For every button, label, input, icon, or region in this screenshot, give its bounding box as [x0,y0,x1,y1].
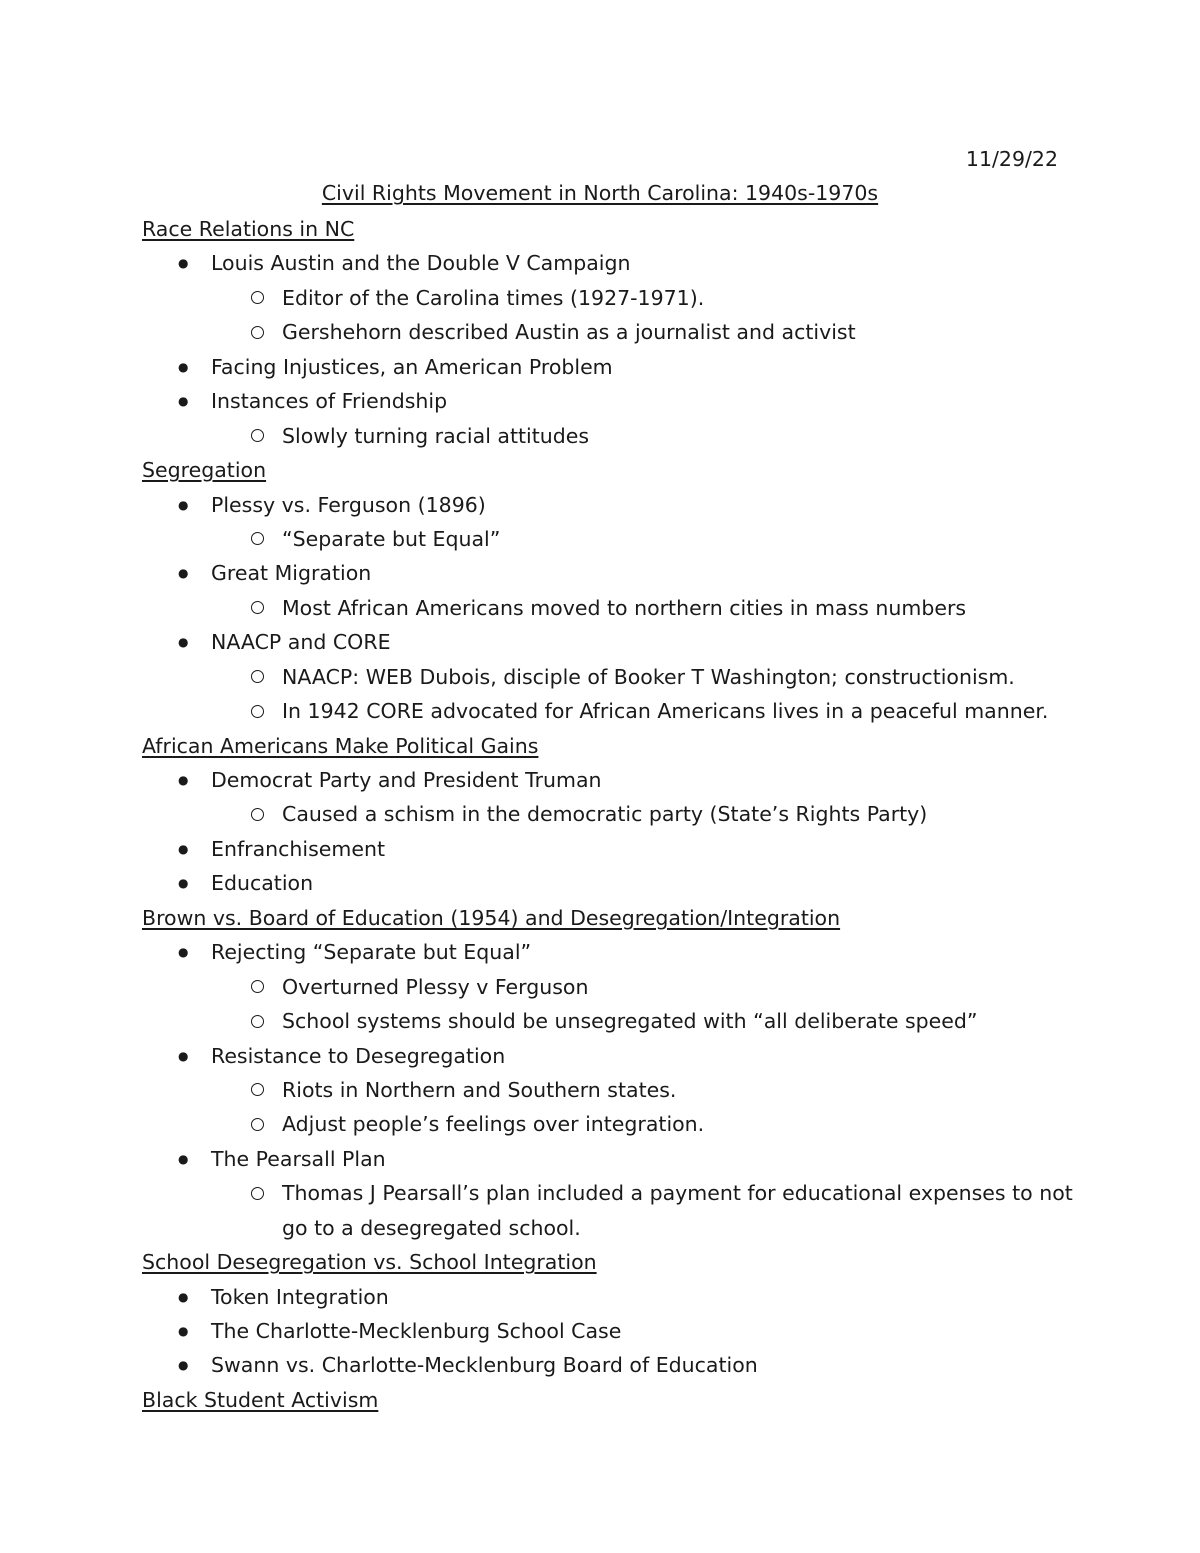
bullet-item [0,832,1200,866]
hollow-circle-icon [248,1107,266,1141]
bullet-dot-icon: ● [178,394,189,409]
bullet-dot-icon: ● [178,635,189,650]
hollow-circle-glyph [251,705,264,718]
bullet-dot-icon: ● [178,1289,189,1304]
hollow-circle-glyph [251,1187,264,1200]
hollow-circle-icon [248,970,266,1004]
bullet-item [0,866,1200,900]
hollow-circle-glyph [251,1015,264,1028]
bullet-item-text: Education [211,871,314,896]
sub-bullet-item [0,281,1200,315]
bullet-item [0,1348,1200,1382]
bullet-dot-icon: ● [178,1324,189,1338]
document-title: Civil Rights Movement in North Carolina: 1940s-1970s [321,181,879,205]
bullet-item-text: The Charlotte-Mecklenburg School Case [211,1319,622,1343]
bullet-item [0,1314,1200,1348]
hollow-circle-icon [248,591,266,625]
hollow-circle-glyph [251,980,264,993]
notes-outline [0,212,1200,1417]
sub-bullet-item [0,1107,1200,1141]
bullet-item-text: Token Integration [211,1284,389,1309]
sub-bullet-text: Riots in Northern and Southern states. [282,1077,677,1102]
hollow-circle-icon [248,419,266,453]
bullet-item [0,625,1200,659]
sub-bullet-text: NAACP: WEB Dubois, disciple of Booker T Washington; constructionism. [282,664,1015,689]
bullet-item [0,1039,1200,1073]
bullet-dot-icon: ● [178,773,189,787]
hollow-circle-icon [248,281,266,315]
hollow-circle-glyph [251,601,264,614]
bullet-item [0,246,1200,280]
bullet-item [0,763,1200,797]
document-date: 11/29/22 [965,147,1058,171]
hollow-circle-icon [248,1073,266,1107]
bullet-item [0,556,1200,590]
sub-bullet-text: Overturned Plessy v Ferguson [282,974,589,999]
sub-bullet-text: Editor of the Carolina times (1927-1971). [282,285,705,310]
bullet-item-text: Rejecting “Separate but Equal” [211,940,532,965]
bullet-item [0,935,1200,969]
section-heading: School Desegregation vs. School Integration [142,1250,597,1275]
bullet-item-text: Plessy vs. Ferguson (1896) [211,492,486,517]
sub-bullet-text: Gershehorn described Austin as a journalist and activist [282,320,856,345]
hollow-circle-glyph [251,1118,264,1131]
bullet-item [0,384,1200,418]
sub-bullet-text: Caused a schism in the democratic party (State’s Rights Party) [282,802,928,827]
sub-bullet-item [0,1004,1200,1038]
bullet-item-text: The Pearsall Plan [211,1146,386,1171]
sub-bullet-text: Thomas J Pearsall’s plan included a payment for educational expenses to not [282,1181,1073,1206]
sub-bullet-continuation: go to a desegregated school. [282,1215,581,1240]
bullet-dot-icon: ● [178,1048,189,1063]
sub-bullet-text: In 1942 CORE advocated for African Americans lives in a peaceful manner. [282,699,1049,724]
hollow-circle-glyph [251,532,264,545]
hollow-circle-glyph [251,429,264,442]
bullet-dot-icon: ● [178,876,189,891]
bullet-dot-icon: ● [178,1358,189,1373]
bullet-dot-icon: ● [178,359,189,374]
bullet-dot-icon: ● [178,841,189,856]
bullet-item-text: Great Migration [211,561,372,586]
sub-bullet-item [0,522,1200,556]
section-heading: Black Student Activism [142,1387,379,1412]
sub-bullet-text: School systems should be unsegregated with “all deliberate speed” [282,1009,978,1034]
bullet-item [0,1142,1200,1176]
sub-bullet-text: Slowly turning racial attitudes [282,423,590,448]
section-heading: African Americans Make Political Gains [142,733,539,758]
sub-bullet-item [0,660,1200,694]
sub-bullet-text: “Separate but Equal” [282,526,501,551]
bullet-item-text: Facing Injustices, an American Problem [211,354,613,379]
hollow-circle-glyph [251,808,264,821]
bullet-item-text: Enfranchisement [211,836,386,861]
bullet-item [0,350,1200,384]
hollow-circle-icon [248,797,266,831]
bullet-item-text: NAACP and CORE [211,630,391,655]
section-heading: Race Relations in NC [142,217,355,241]
sub-bullet-item [0,1073,1200,1107]
bullet-item [0,488,1200,522]
hollow-circle-icon [248,1004,266,1038]
bullet-item-text: Louis Austin and the Double V Campaign [211,251,631,276]
sub-bullet-item [0,315,1200,349]
sub-bullet-text: Most African Americans moved to northern cities in mass numbers [282,595,967,620]
hollow-circle-icon [248,1176,266,1210]
sub-bullet-item [0,419,1200,453]
bullet-item-text: Democrat Party and President Truman [211,768,602,792]
hollow-circle-icon [248,522,266,556]
bullet-item-text: Instances of Friendship [211,389,448,414]
sub-bullet-item [0,1176,1200,1210]
hollow-circle-icon [248,694,266,728]
bullet-dot-icon: ● [178,256,189,271]
hollow-circle-icon [248,315,266,349]
bullet-item-text: Swann vs. Charlotte-Mecklenburg Board of Education [211,1353,758,1378]
bullet-item-text: Resistance to Desegregation [211,1043,506,1068]
hollow-circle-glyph [251,326,264,339]
sub-bullet-item [0,694,1200,728]
hollow-circle-glyph [251,291,264,304]
section-heading: Segregation [142,458,267,483]
bullet-item [0,1280,1200,1314]
hollow-circle-glyph [251,1083,264,1096]
bullet-dot-icon: ● [178,566,189,581]
section-heading: Brown vs. Board of Education (1954) and Desegregation/Integration [142,905,841,930]
bullet-dot-icon: ● [178,945,189,960]
sub-bullet-item [0,591,1200,625]
hollow-circle-glyph [251,670,264,683]
bullet-dot-icon: ● [178,497,189,512]
sub-bullet-text: Adjust people’s feelings over integration. [282,1112,705,1137]
sub-bullet-item [0,970,1200,1004]
sub-bullet-item [0,797,1200,831]
hollow-circle-icon [248,660,266,694]
bullet-dot-icon: ● [178,1151,189,1166]
